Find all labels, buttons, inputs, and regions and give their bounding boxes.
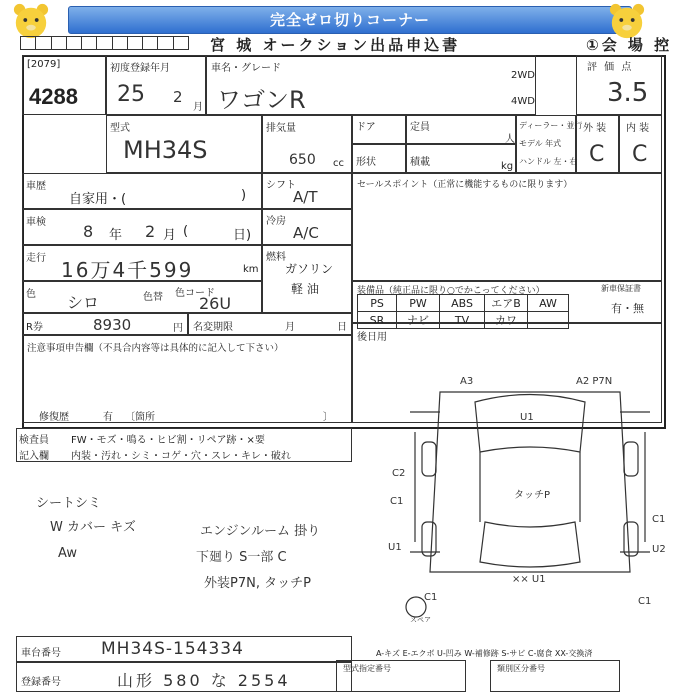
car-damage-diagram [380, 372, 680, 622]
load-label: 積載 [410, 157, 430, 168]
inspector-row2: 内装・汚れ・シミ・コゲ・穴・スレ・キレ・破れ [71, 451, 291, 462]
score-cell [576, 55, 662, 115]
sales-point-cell [352, 173, 662, 281]
mark-spare: スペア [410, 616, 431, 622]
mark-u1-top: U1 [520, 412, 534, 423]
shaken-year-unit: 年 [109, 228, 123, 243]
damage-legend: A-キズ E-エクボ U-凹み W-補修跡 S-サビ C-腐食 XX-交換済 [376, 649, 593, 658]
mileage-unit: km [243, 264, 259, 275]
door-cell [352, 115, 406, 144]
recycle-cell [22, 313, 188, 335]
owner-value: 自家用・( [69, 192, 127, 207]
handle-label: ハンドル 左・右 [519, 157, 578, 166]
equipment-label: 装備品（純正品に限り○でかこってください） [357, 286, 545, 296]
cap-unit: 人 [505, 134, 515, 145]
shape-label: 形状 [356, 157, 376, 168]
ext-value: C [589, 142, 605, 167]
mark-xx-u1: ×× U1 [512, 574, 546, 585]
mark-u1-left: U1 [388, 542, 402, 553]
shift-cell [262, 173, 352, 209]
lot-number: 4288 [29, 84, 78, 109]
fuel-alt: 軽 油 [291, 282, 319, 296]
score-label: 評 価 点 [587, 62, 634, 73]
int-value: C [632, 142, 648, 167]
change-month: 月 [285, 322, 295, 333]
banner-title: 完全ゼロ切りコーナー [68, 6, 632, 34]
change-day: 日 [337, 322, 347, 333]
shift-label: シフト [266, 180, 296, 191]
note-left-2: W カバー キズ [50, 520, 136, 535]
capacity-cell [406, 115, 516, 144]
equipment-cell [352, 281, 662, 327]
mark-a2: A2 P7N [576, 376, 613, 387]
owner-close: ) [241, 188, 247, 203]
repair-value: 有 [103, 412, 113, 423]
disp-value: 650 [289, 152, 316, 168]
equip-sr: SR [358, 312, 397, 329]
plate-value: 山形 580 な 2554 [117, 671, 291, 690]
equip-tv: TV [440, 312, 485, 329]
owner-label: 車歴 [26, 181, 46, 192]
equip-ps: PS [358, 295, 397, 312]
inspector-row1: FW・モズ・鳴る・ヒビ割・リペア跡・×要 [71, 435, 265, 446]
mark-c1-right: C1 [652, 514, 666, 525]
load-cell [406, 144, 516, 173]
ac-label: 冷房 [266, 216, 286, 227]
int-label: 内 装 [626, 123, 650, 134]
colorcode-value: 26U [199, 294, 232, 313]
model-year-label: モデル 年式 [519, 139, 562, 148]
equip-airbag: エアB [485, 295, 528, 312]
note-right-1: エンジンルーム 掛り [200, 524, 321, 539]
mark-u2: U2 [652, 544, 666, 555]
sheet-venue: ①会 場 控 [586, 36, 673, 54]
form-box-1 [336, 660, 466, 692]
form1-label: 型式指定番号 [343, 664, 391, 673]
sheet-title: 宮 城 オークション出品申込書 [210, 36, 461, 54]
dealer-label: ディーラー・並行 [519, 121, 583, 130]
owner-row [22, 173, 262, 209]
repair-label: 修復歴 [39, 412, 69, 423]
name-value: ワゴンR [217, 86, 306, 114]
mark-a3: A3 [460, 376, 474, 387]
notes-label: 注意事項申告欄（不具合内容等は具体的に記入して下さい） [27, 343, 284, 354]
bear-mascot-icon [12, 2, 50, 40]
fuel-value: ガソリン [285, 262, 334, 276]
equip-aw: AW [528, 295, 569, 312]
post-label: 後日用 [357, 332, 387, 343]
recycle-label: R券 [26, 322, 43, 333]
color-row [22, 281, 262, 313]
mileage-value: 16万4千599 [61, 258, 194, 282]
name-label: 車名・グレード [211, 63, 281, 74]
model-label: 型式 [110, 123, 130, 134]
lot-code: 2079 [30, 59, 57, 70]
note-right-3: 外装P7N, タッチP [204, 576, 311, 591]
chassis-label: 車台番号 [21, 648, 61, 659]
equip-abs: ABS [440, 295, 485, 312]
chassis-value: MH34S-154334 [101, 639, 244, 659]
model-value: MH34S [123, 136, 208, 164]
colorcode-label: 色コード [175, 288, 215, 299]
warranty-value: 有・無 [611, 302, 644, 315]
mark-c1-bottom-right: C1 [638, 596, 652, 607]
recycle-value: 8930 [93, 316, 132, 334]
trim-label: 色替 [143, 292, 163, 303]
note-right-2: 下廻り S一部 C [196, 550, 287, 565]
fuel-cell [262, 245, 352, 313]
cap-label: 定員 [410, 122, 430, 133]
shaken-month-unit: 月 [163, 228, 177, 243]
month-unit: 月 [193, 102, 203, 113]
interior-cell [619, 115, 662, 173]
reg-year: 25 [117, 82, 145, 107]
shaken-row [22, 209, 262, 245]
ac-cell [262, 209, 352, 245]
equip-navi: ナビ [397, 312, 440, 329]
drive-2wd: 2WD [511, 70, 535, 81]
inspector-label2: 記入欄 [19, 451, 49, 462]
mark-touchp: タッチP [514, 490, 551, 501]
reg-cell [106, 55, 206, 115]
inspector-label1: 検査員 [19, 435, 49, 446]
shift-value: A/T [293, 188, 318, 206]
name-change-cell [188, 313, 352, 335]
color-value: シロ [67, 293, 100, 312]
shaken-label: 車検 [26, 217, 46, 228]
recycle-unit: 円 [173, 323, 183, 334]
reg-month: 2 [173, 88, 183, 106]
note-left-1: シートシミ [36, 496, 102, 511]
mileage-label: 走行 [26, 253, 46, 264]
equip-pw: PW [397, 295, 440, 312]
shaken-year: 8 [83, 222, 94, 241]
color-label: 色 [26, 289, 36, 300]
shaken-month: 2 [145, 222, 156, 241]
reg-label: 初度登録年月 [110, 63, 170, 74]
change-label: 名変期限 [193, 322, 233, 333]
model-cell [106, 115, 262, 173]
warranty-label: 新車保証書 [601, 284, 641, 293]
note-left-3: Aw [58, 546, 77, 561]
plate-row [16, 662, 352, 692]
repair-close: 〕 [323, 412, 333, 423]
mark-c1-left: C1 [390, 496, 404, 507]
chassis-row [16, 636, 352, 662]
name-cell [206, 55, 536, 115]
mileage-row [22, 245, 262, 281]
disp-label: 排気量 [266, 123, 296, 134]
header-checkboxes [20, 36, 188, 50]
shape-cell [352, 144, 406, 173]
ext-label: 外 装 [583, 123, 607, 134]
mark-c2: C2 [392, 468, 406, 479]
equip-leather: カワ [485, 312, 528, 329]
door-label: ドア [356, 122, 376, 133]
ac-value: A/C [293, 224, 319, 242]
shaken-day-open: ( [183, 224, 189, 239]
mark-c1-bottom-left: C1 [424, 592, 438, 603]
displacement-cell [262, 115, 352, 173]
exterior-cell [576, 115, 619, 173]
form-box-2 [490, 660, 620, 692]
repair-place: 〔箇所 [125, 412, 155, 423]
fuel-label: 燃料 [266, 252, 286, 263]
sales-label: セールスポイント（正常に機能するものに限ります） [357, 180, 573, 190]
form2-label: 類別区分番号 [497, 664, 545, 673]
drive-4wd: 4WD [511, 96, 535, 107]
dealer-cell [516, 115, 583, 173]
plate-label: 登録番号 [21, 677, 61, 688]
score-value: 3.5 [607, 78, 649, 108]
disp-unit: cc [333, 158, 344, 169]
lot-cell: [2079] 4288 [22, 55, 106, 115]
notes-cell [22, 335, 352, 423]
inspector-cell [16, 428, 352, 462]
shaken-day-close: 日) [233, 228, 252, 243]
load-unit: kg [501, 161, 514, 172]
